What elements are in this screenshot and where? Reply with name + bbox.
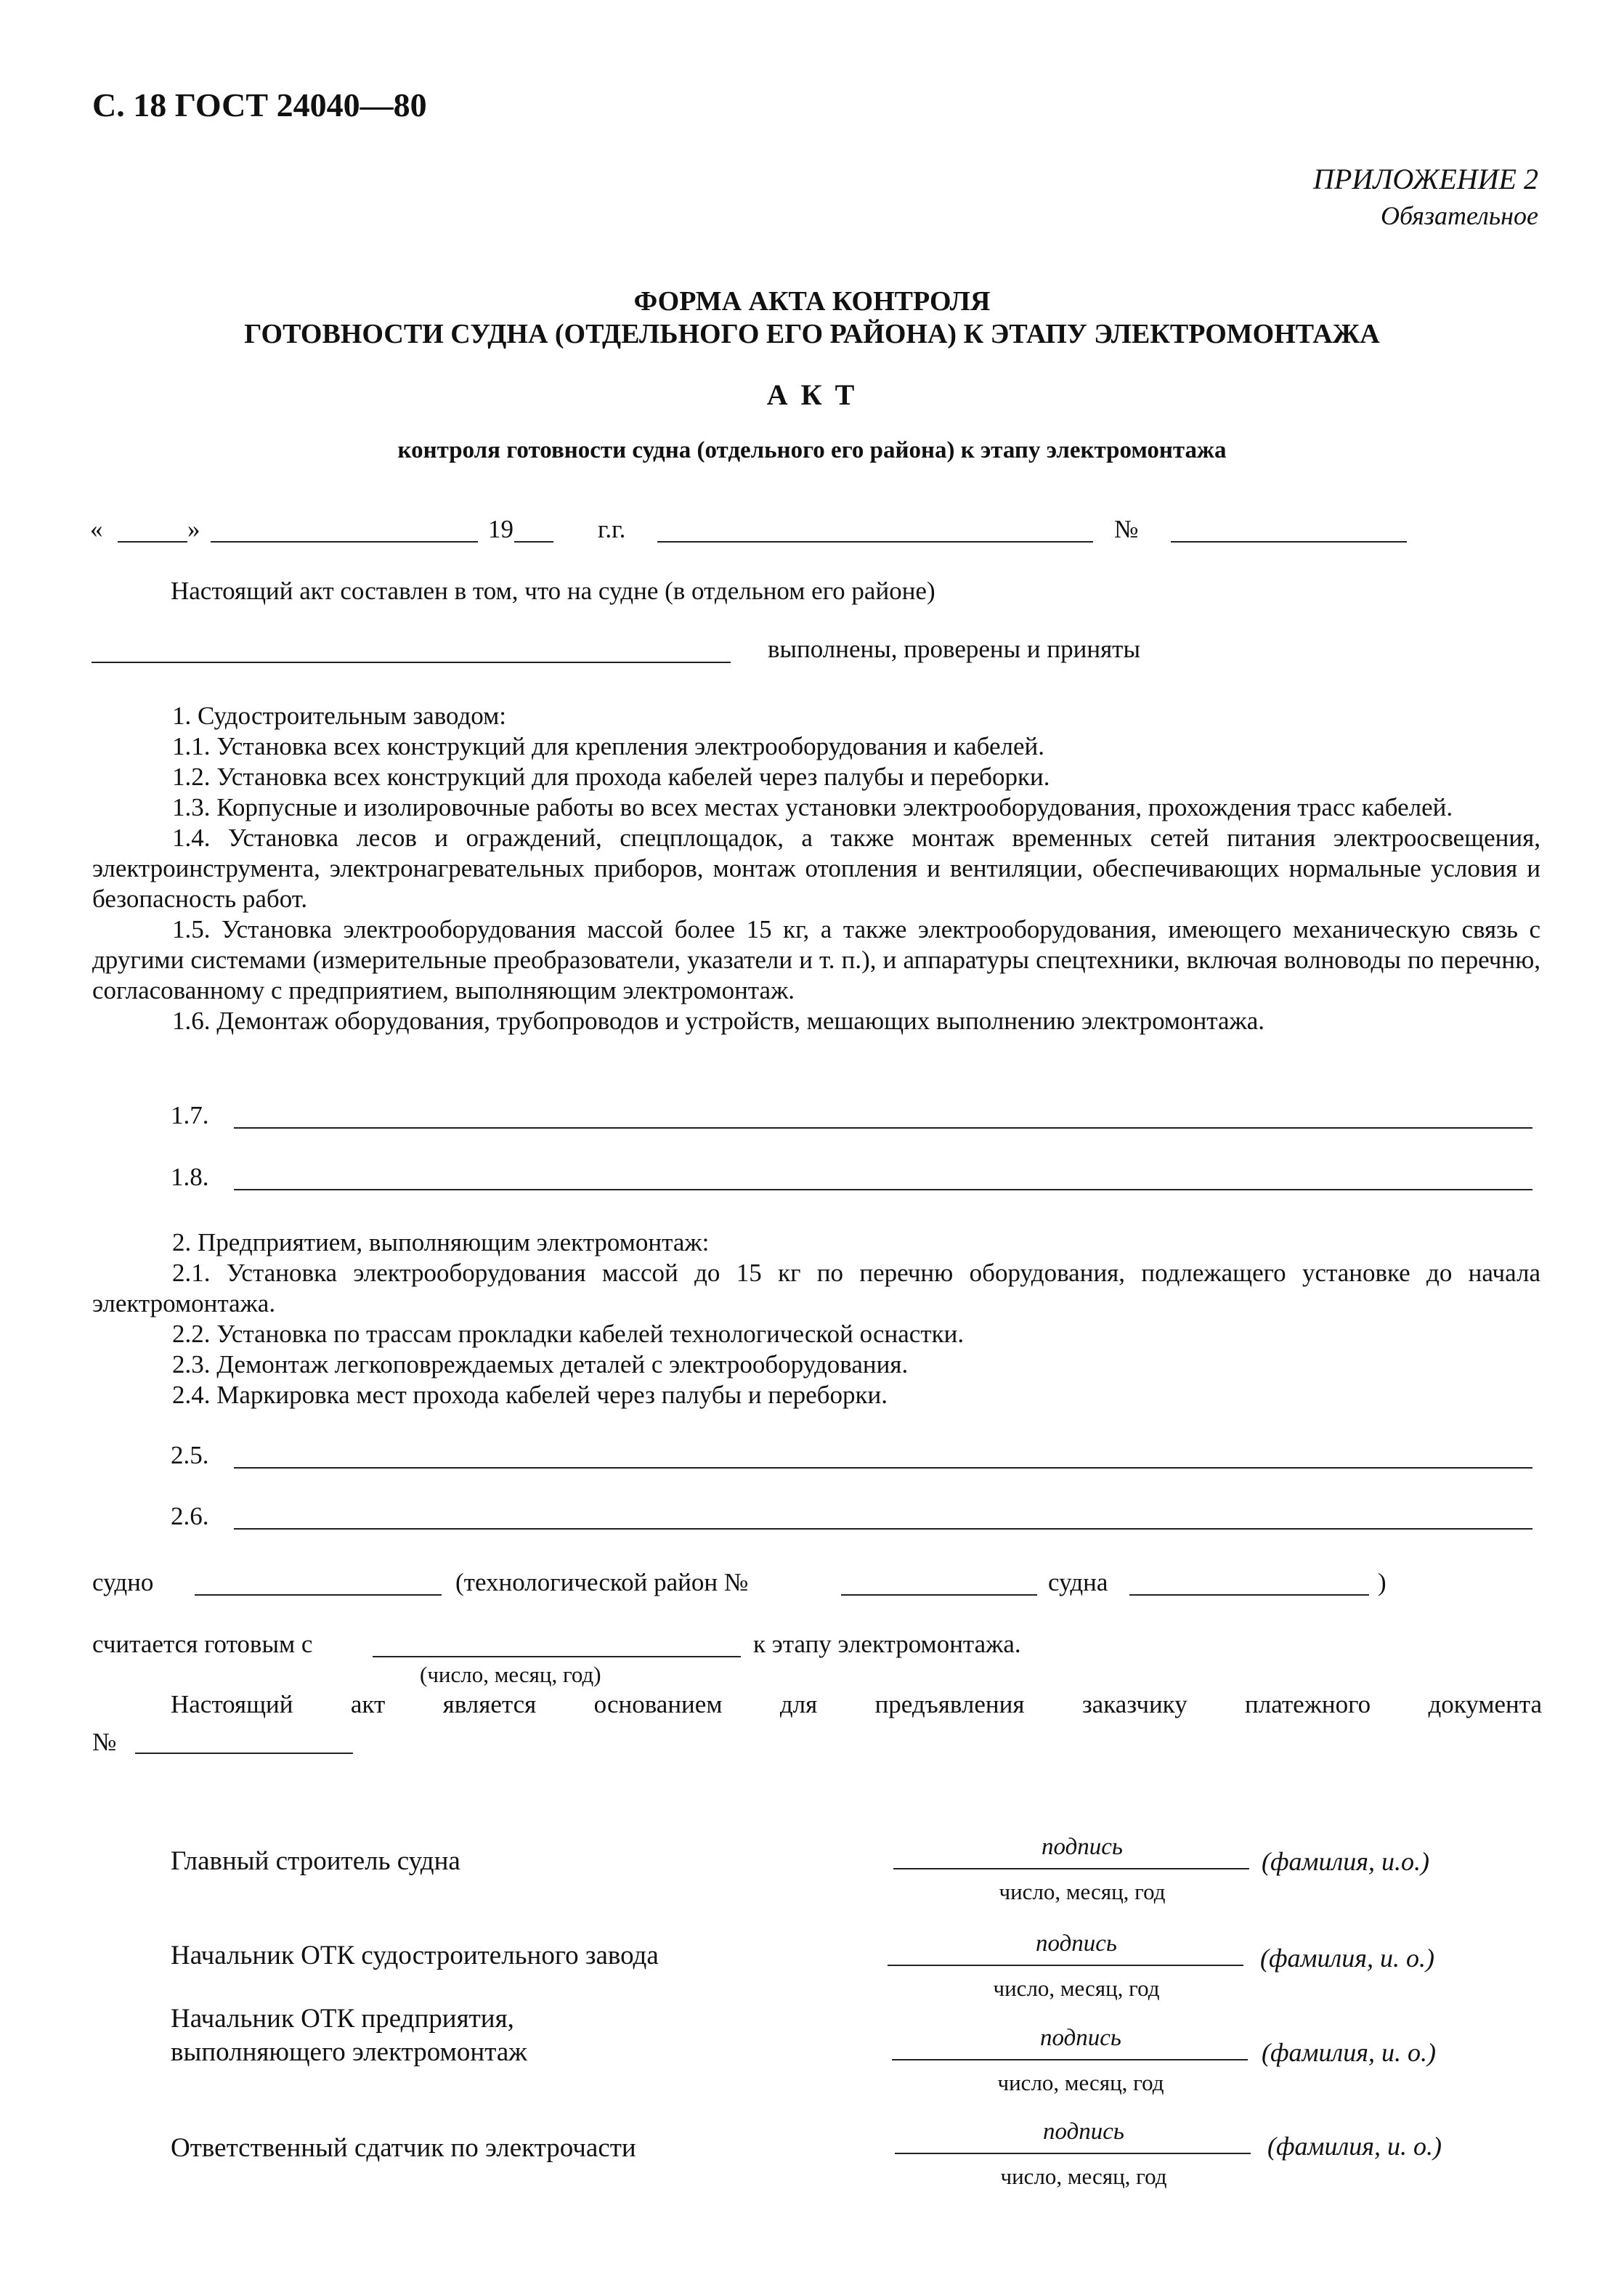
signature-caption: подпись: [1040, 2025, 1121, 2051]
item-1-8-blank: [234, 1189, 1532, 1190]
item-2-5-blank: [234, 1467, 1532, 1469]
section1-item: 1.2. Установка всех конструкций для прохода кабелей через палубы и переборки.: [172, 763, 1050, 791]
appendix-label: [1313, 161, 1538, 234]
basis-text: Настоящий акт является основанием для предъявления заказчику платежного документа: [171, 1690, 1542, 1718]
vessel-label: судно: [92, 1568, 154, 1596]
vessel2-label: судна: [1048, 1568, 1108, 1596]
basis-number-blank: [135, 1753, 353, 1754]
section1-item: 1.3. Корпусные и изолировочные работы во всех местах установки электрооборудования, прохождения трасс кабелей.: [172, 793, 1453, 821]
section2-item: 2.4. Маркировка мест прохода кабелей через палубы и переборки.: [172, 1381, 888, 1409]
year-blank: [514, 541, 553, 543]
section1-item: 1.4. Установка лесов и ограждений, спецплощадок, а также монтаж временных сетей питания электроосвещения, электроинструмента, электронагревательных приборов, монтаж отопления и вентиляции, обеспечивающих нормальные условия и безопасность работ.: [92, 824, 1540, 913]
item-2-6-label: 2.6.: [171, 1502, 209, 1530]
section2-item: 2.1. Установка электрооборудования массой до 15 кг по перечню оборудования, подлежащего установке до начала электромонтажа.: [92, 1259, 1540, 1317]
signature-line: [892, 2059, 1248, 2060]
signer-qc-shipyard: Начальник ОТК судостроительного завода: [171, 1941, 659, 1970]
form-title-line2: ГОТОВНОСТИ СУДНА (ОТДЕЛЬНОГО ЕГО РАЙОНА) К ЭТАПУ ЭЛЕКТРОМОНТАЖА: [244, 319, 1380, 349]
ready-suffix: к этапу электромонтажа.: [753, 1630, 1021, 1658]
section2-text: [92, 1227, 1540, 1410]
page-header: С. 18 ГОСТ 24040—80: [92, 86, 427, 123]
form-title-line1: ФОРМА АКТА КОНТРОЛЯ: [633, 286, 991, 317]
ready-date-blank: [373, 1656, 741, 1657]
section1-item: 1.5. Установка электрооборудования массой более 15 кг, а также электрооборудования, имеющего механическую связь с другими системами (измерительные преобразователи, указатели и т. п.), и аппаратуры спецтехники, включая волноводы по перечню, согласованному с предприятием, выполняющим электромонтаж.: [92, 915, 1540, 1004]
name-caption: (фамилия, и.о.): [1262, 1847, 1429, 1876]
year-prefix: 19: [488, 515, 513, 543]
act-subtitle: контроля готовности судна (отдельного его района) к этапу электромонтажа: [397, 437, 1227, 463]
signature-caption: подпись: [1036, 1930, 1117, 1957]
item-1-7-blank: [234, 1127, 1532, 1129]
signature-caption: подпись: [1043, 2119, 1124, 2145]
year-suffix: г.г.: [598, 515, 626, 543]
open-quote: «: [90, 515, 103, 543]
item-1-8-label: 1.8.: [171, 1163, 209, 1191]
signer-responsible: Ответственный сдатчик по электрочасти: [171, 2133, 636, 2163]
signer-qc-electrical: [171, 2002, 527, 2069]
basis-number-sign: №: [92, 1728, 117, 1756]
vessel-blank: [195, 1594, 442, 1596]
signer-chief-builder: Главный строитель судна: [171, 1846, 460, 1876]
month-blank: [211, 541, 478, 543]
signer-role-line2: выполняющего электромонтаж: [171, 2037, 527, 2067]
intro-line2: выполнены, проверены и приняты: [768, 635, 1140, 663]
item-1-7-label: 1.7.: [171, 1101, 209, 1129]
name-caption: (фамилия, и. о.): [1260, 1944, 1434, 1973]
vessel2-blank: [1129, 1594, 1369, 1596]
section2-item: 2.3. Демонтаж легкоповреждаемых деталей с электрооборудования.: [172, 1350, 909, 1378]
close-paren: ): [1378, 1568, 1387, 1596]
signature-line: [895, 2153, 1251, 2154]
name-caption: (фамилия, и. о.): [1262, 2038, 1436, 2067]
district-label: (технологической район №: [455, 1568, 749, 1596]
district-blank: [841, 1594, 1037, 1596]
signer-role-line1: Начальник ОТК предприятия,: [171, 2004, 514, 2034]
item-2-6-blank: [234, 1528, 1532, 1530]
name-caption: (фамилия, и. о.): [1267, 2132, 1442, 2161]
section2-heading: 2. Предприятием, выполняющим электромонтаж:: [172, 1228, 710, 1256]
signature-line: [888, 1965, 1243, 1966]
date-caption: число, месяц, год: [1000, 2164, 1167, 2189]
section1-heading: 1. Судостроительным заводом:: [172, 702, 506, 730]
section2-item: 2.2. Установка по трассам прокладки кабелей технологической оснастки.: [172, 1320, 965, 1348]
section1-item: 1.6. Демонтаж оборудования, трубопроводов и устройств, мешающих выполнению электромонтажа.: [172, 1007, 1265, 1035]
date-caption: число, месяц, год: [999, 1879, 1166, 1904]
intro-line1: Настоящий акт составлен в том, что на судне (в отдельном его районе): [171, 577, 935, 605]
ready-date-caption: (число, месяц, год): [420, 1662, 601, 1687]
date-caption: число, месяц, год: [993, 1975, 1160, 2001]
date-caption: число, месяц, год: [997, 2070, 1164, 2095]
appendix-status: Обязательное: [1381, 201, 1538, 230]
day-blank: [118, 541, 187, 543]
signature-caption: подпись: [1042, 1834, 1123, 1860]
section1-item: 1.1. Установка всех конструкций для крепления электрооборудования и кабелей.: [172, 732, 1045, 760]
appendix-number: ПРИЛОЖЕНИЕ 2: [1313, 163, 1538, 195]
number-sign: №: [1114, 515, 1139, 543]
vessel-district-blank: [92, 662, 731, 663]
item-2-5-label: 2.5.: [171, 1441, 209, 1469]
act-title: А К Т: [766, 378, 858, 411]
signature-line: [893, 1868, 1249, 1869]
place-blank: [657, 541, 1093, 543]
ready-prefix: считается готовым с: [92, 1630, 313, 1658]
close-quote: »: [187, 515, 200, 543]
number-blank: [1171, 541, 1407, 543]
section1-text: [92, 701, 1540, 1036]
